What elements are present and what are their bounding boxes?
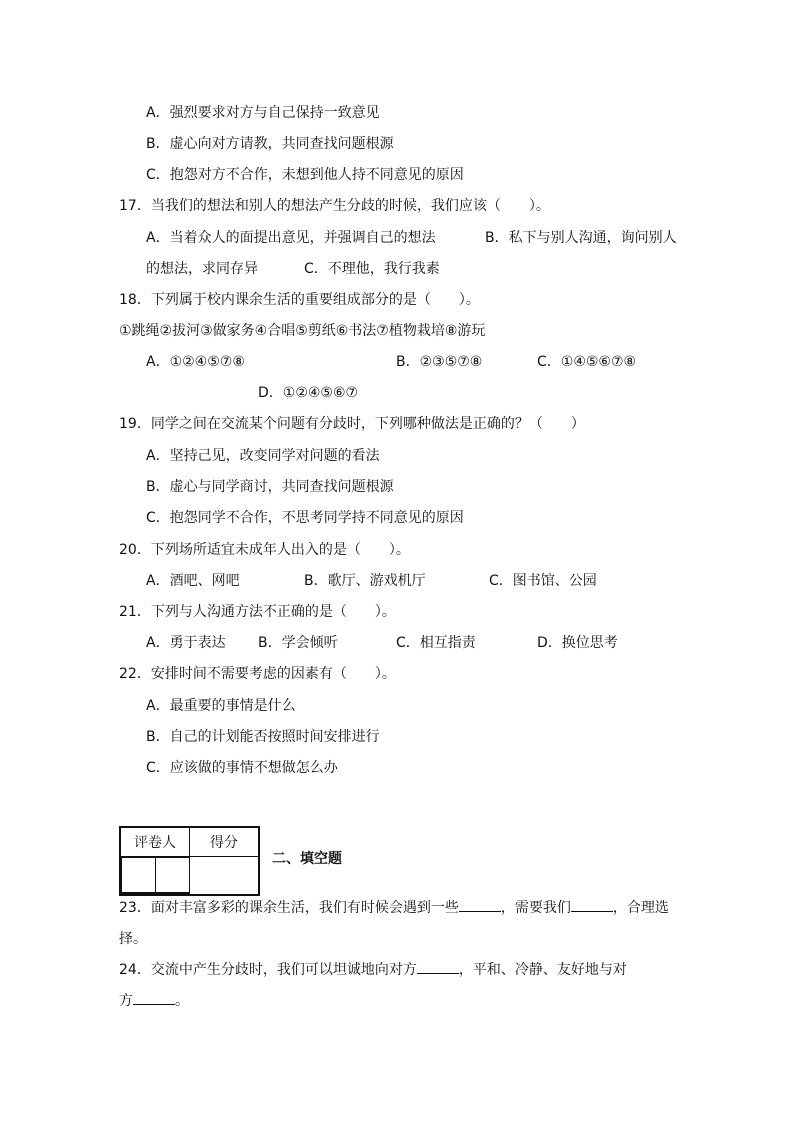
q22-stem: 22．安排时间不需要考虑的因素有（ ）。 bbox=[119, 666, 396, 682]
q17-option-b-cont: 的想法，求同存异 bbox=[146, 261, 258, 277]
q16-option-c: C．抱怨对方不合作，未想到他人持不同意见的原因 bbox=[146, 167, 464, 183]
q24-text-3: 方 bbox=[119, 993, 133, 1009]
q18-items: ①跳绳②拔河③做家务④合唱⑤剪纸⑥书法⑦植物栽培⑧游玩 bbox=[119, 323, 486, 339]
grader-header: 评卷人 bbox=[120, 827, 190, 857]
q20-option-c: C．图书馆、公园 bbox=[489, 573, 597, 589]
q24-line2 bbox=[119, 991, 189, 1011]
q23-text-1: 23．面对丰富多彩的课余生活，我们有时候会遇到一些 bbox=[119, 900, 459, 916]
q21-stem: 21．下列与人沟通方法不正确的是（ ）。 bbox=[119, 604, 396, 620]
grader-cell bbox=[122, 858, 156, 893]
q16-option-a: A．强烈要求对方与自己保持一致意见 bbox=[146, 105, 380, 121]
q23-line2: 择。 bbox=[119, 931, 147, 947]
q23-blank-2[interactable] bbox=[571, 911, 613, 912]
grader-table bbox=[119, 826, 260, 896]
q24-line1 bbox=[119, 960, 627, 980]
q23-blank-1[interactable] bbox=[459, 911, 501, 912]
q19-option-a: A．坚持己见，改变同学对问题的看法 bbox=[146, 448, 380, 464]
q17-option-b: B．私下与别人沟通，询问别人 bbox=[485, 230, 677, 246]
q23-text-2: ，需要我们 bbox=[500, 900, 571, 916]
q24-text-4: 。 bbox=[175, 993, 189, 1009]
q19-stem: 19．同学之间在交流某个问题有分歧时，下列哪种做法是正确的？（ ） bbox=[119, 416, 585, 432]
q22-option-c: C．应该做的事情不想做怎么办 bbox=[146, 760, 338, 776]
q17-stem: 17．当我们的想法和别人的想法产生分歧的时候，我们应该（ ）。 bbox=[119, 198, 550, 214]
q24-text-1: 24．交流中产生分歧时，我们可以坦诚地向对方 bbox=[119, 962, 417, 978]
q18-option-c: C．①④⑤⑥⑦⑧ bbox=[537, 354, 637, 370]
q24-text-2: ，平和、冷静、友好地与对 bbox=[458, 962, 627, 978]
section-title-fill-in: 二、填空题 bbox=[272, 851, 342, 867]
q21-option-d: D．换位思考 bbox=[537, 635, 618, 651]
score-header: 得分 bbox=[190, 827, 260, 857]
q24-blank-2[interactable] bbox=[133, 1004, 175, 1005]
q17-option-c: C．不理他，我行我素 bbox=[304, 261, 440, 277]
q19-option-b: B．虚心与同学商讨，共同查找问题根源 bbox=[146, 479, 394, 495]
q24-blank-1[interactable] bbox=[417, 973, 459, 974]
q20-stem: 20．下列场所适宜未成年人出入的是（ ）。 bbox=[119, 542, 410, 558]
q22-option-a: A．最重要的事情是什么 bbox=[146, 698, 296, 714]
score-cell bbox=[155, 858, 189, 893]
q18-option-a: A．①②④⑤⑦⑧ bbox=[146, 354, 245, 370]
q18-option-b: B．②③⑤⑦⑧ bbox=[396, 354, 483, 370]
q21-option-b: B．学会倾听 bbox=[258, 635, 338, 651]
q20-option-b: B．歌厅、游戏机厅 bbox=[304, 573, 426, 589]
q22-option-b: B．自己的计划能否按照时间安排进行 bbox=[146, 729, 380, 745]
q23-line1 bbox=[119, 898, 669, 918]
q18-option-d: D．①②④⑤⑥⑦ bbox=[258, 385, 359, 401]
q19-option-c: C．抱怨同学不合作，不思考同学持不同意见的原因 bbox=[146, 510, 464, 526]
q20-option-a: A．酒吧、网吧 bbox=[146, 573, 240, 589]
q18-stem: 18．下列属于校内课余生活的重要组成部分的是（ ）。 bbox=[119, 292, 480, 308]
q16-option-b: B．虚心向对方请教，共同查找问题根源 bbox=[146, 136, 394, 152]
q23-text-3: ，合理选 bbox=[612, 900, 669, 916]
q17-option-a: A．当着众人的面提出意见，并强调自己的想法 bbox=[146, 230, 436, 246]
q21-option-a: A．勇于表达 bbox=[146, 635, 226, 651]
q21-option-c: C．相互指责 bbox=[396, 635, 476, 651]
